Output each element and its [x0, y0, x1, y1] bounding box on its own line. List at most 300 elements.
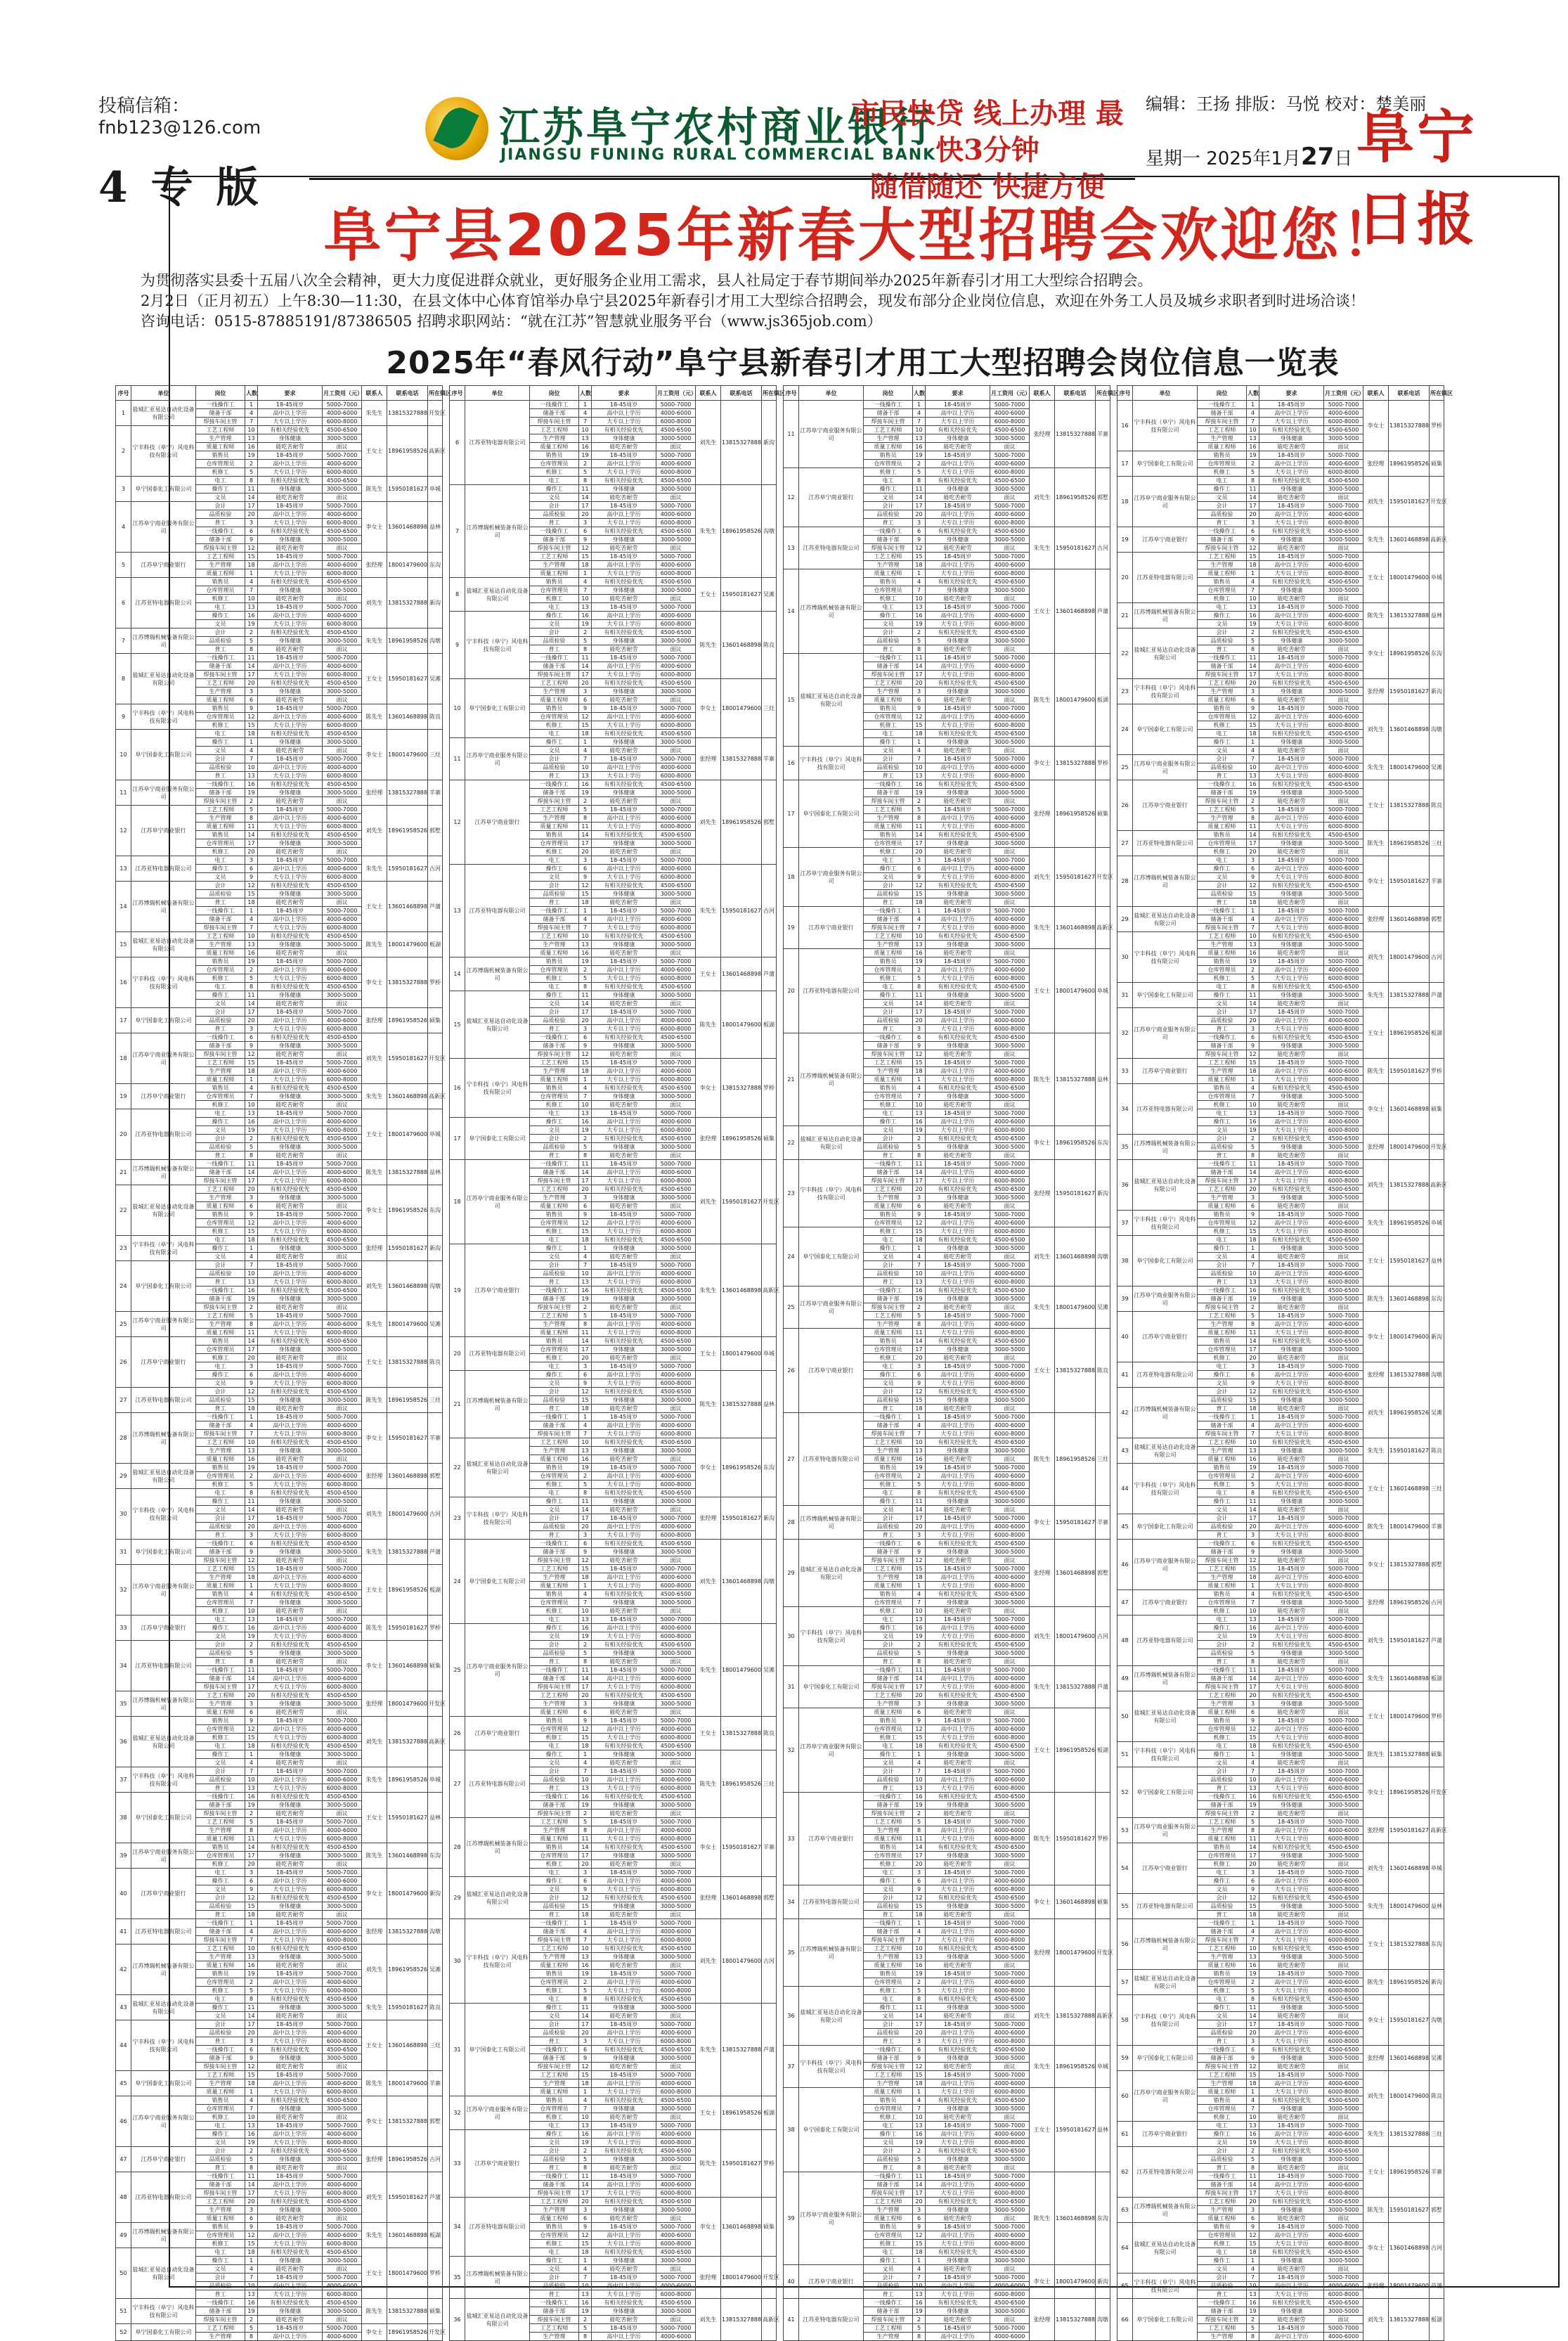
table-cell: 一线操作工	[1198, 654, 1247, 662]
table-cell: 销售员	[864, 451, 913, 460]
table-cell: 仓库管理员	[1198, 460, 1247, 468]
table-cell: 身体健康	[926, 1497, 990, 1506]
table-cell: 4000-6000	[656, 1421, 696, 1430]
table-cell: 储备干部	[530, 1928, 579, 1936]
table-cell: 13	[784, 527, 799, 569]
table-cell: 能吃苦耐劳	[926, 1303, 990, 1312]
table-cell: 48	[116, 2172, 131, 2223]
table-cell: 4500-6500	[656, 1337, 696, 1346]
table-cell: 张经理	[1030, 401, 1055, 468]
table-cell: 焊接车间主管	[1198, 1430, 1247, 1438]
table-cell: 仓库管理员	[864, 713, 913, 721]
table-cell: 焊接车间主管	[530, 1177, 579, 1185]
column-header: 所在镇区	[1430, 386, 1444, 401]
table-cell: 身体健康	[1259, 1194, 1324, 1202]
table-cell: 焊接车间主管	[864, 797, 913, 806]
table-cell: 13815327888	[1055, 1987, 1096, 2046]
table-cell: 17	[1247, 1514, 1259, 1523]
table-cell: 品质检验	[864, 1776, 913, 1784]
table-cell: 32	[784, 1708, 799, 1793]
table-cell: 4000-6000	[323, 561, 362, 569]
table-cell: 普工	[1198, 772, 1247, 780]
table-cell: 普工	[530, 1784, 579, 1793]
table-cell: 一线操作工	[530, 1160, 579, 1168]
table-cell: 销售员	[530, 2096, 579, 2105]
table-cell: 3000-5000	[990, 2004, 1030, 2012]
table-cell: 江苏阜宁商业服务有限公司	[131, 780, 196, 806]
table-cell: 20	[913, 679, 926, 688]
table-cell: 身体健康	[258, 738, 323, 747]
table-cell: 8	[913, 477, 926, 485]
table-cell: 能吃苦耐劳	[592, 747, 656, 755]
table-cell: 阜宁国泰化工有限公司	[131, 730, 196, 780]
table-cell: 15	[579, 2240, 592, 2248]
table-cell: 益林	[762, 1371, 777, 1438]
table-cell: 8	[1247, 1152, 1259, 1160]
table-cell: 5	[579, 637, 592, 645]
table-cell: 6000-8000	[323, 569, 362, 578]
table-cell: 14	[245, 662, 258, 671]
table-cell: 大专以上学历	[592, 2290, 656, 2299]
table-cell: 19	[579, 1801, 592, 1810]
table-cell: 15950181627	[1055, 1506, 1096, 1540]
table-cell: 3000-5000	[656, 890, 696, 898]
table-cell: 18-45周岁	[1259, 1312, 1324, 1320]
table-cell: 东沟	[1096, 2172, 1110, 2265]
issue-day: 27	[1300, 143, 1335, 171]
table-row	[784, 569, 1110, 578]
table-cell: 文员	[196, 1506, 245, 1514]
table-cell: 操作工	[530, 865, 579, 873]
table-cell: 销售员	[864, 1843, 913, 1852]
table-cell: 6000-8000	[1324, 1076, 1363, 1084]
table-cell: 3000-5000	[990, 434, 1030, 443]
column-header: 人数	[1247, 386, 1259, 401]
table-cell: 操作工	[864, 738, 913, 747]
table-cell: 18-45周岁	[592, 1565, 656, 1573]
table-cell: 13601468898	[1055, 1227, 1096, 1286]
table-cell: 10	[913, 1438, 926, 1447]
table-cell: 硕集	[762, 1118, 777, 1160]
table-cell: 4000-6000	[990, 2079, 1030, 2088]
table-cell: 能吃苦耐劳	[592, 1050, 656, 1059]
table-cell: 16	[1247, 1455, 1259, 1464]
table-cell: 高中以上学历	[258, 2282, 323, 2290]
table-cell: 能吃苦耐劳	[592, 1860, 656, 1869]
table-cell: 品质检验	[864, 2029, 913, 2037]
table-cell: 身体健康	[592, 2105, 656, 2113]
table-cell: 生产管理	[864, 2333, 913, 2341]
table-cell: 质量工程师	[530, 569, 579, 578]
table-cell: 江苏亚特电器有限公司	[465, 2198, 530, 2257]
table-cell: 芦蒲	[428, 882, 443, 932]
table-cell: 3000-5000	[990, 485, 1030, 494]
table-cell: 有相关经验优先	[926, 2046, 990, 2054]
table-cell: 5000-7000	[990, 2020, 1030, 2029]
table-cell: 面议	[990, 1759, 1030, 1767]
table-cell: 能吃苦耐劳	[926, 1506, 990, 1514]
table-cell: 有相关经验优先	[258, 983, 323, 991]
table-cell: 面议	[1324, 443, 1363, 451]
table-cell: 质量工程师	[864, 1329, 913, 1337]
table-cell: 4500-6500	[1324, 1540, 1363, 1548]
table-cell: 34	[450, 2198, 465, 2257]
table-cell: 储备干部	[196, 1801, 245, 1810]
table-cell: 高中以上学历	[926, 2282, 990, 2290]
table-cell: 3000-5000	[656, 991, 696, 1000]
table-cell: 4500-6500	[1324, 1286, 1363, 1295]
table-cell: 盐城汇亚易达自动化设备有限公司	[465, 1877, 530, 1919]
table-cell: 盐城汇亚易达自动化设备有限公司	[131, 1185, 196, 1236]
table-cell: 机修工	[864, 1734, 913, 1742]
table-cell: 能吃苦耐劳	[926, 1000, 990, 1008]
table-cell: 15	[913, 890, 926, 898]
table-cell: 高中以上学历	[258, 409, 323, 418]
table-cell: 8	[913, 1489, 926, 1497]
table-cell: 15	[913, 721, 926, 730]
table-cell: 15	[245, 553, 258, 561]
table-cell: 面议	[323, 494, 362, 502]
table-cell: 身体健康	[258, 2206, 323, 2214]
table-cell: 46	[116, 2096, 131, 2147]
table-cell: 能吃苦耐劳	[258, 1354, 323, 1362]
table-cell: 焊接车间主管	[196, 797, 245, 806]
table-cell: 有相关经验优先	[592, 1337, 656, 1346]
table-cell: 身体健康	[592, 536, 656, 544]
table-cell: 18-45周岁	[1259, 654, 1324, 662]
table-cell: 东沟	[762, 1438, 777, 1497]
table-cell: 5000-7000	[656, 654, 696, 662]
table-cell: 生产管理	[864, 1194, 913, 1202]
table-cell: 能吃苦耐劳	[1259, 1354, 1324, 1362]
table-cell: 13815327888	[721, 2004, 762, 2096]
table-cell: 15	[1247, 553, 1259, 561]
table-cell: 高中以上学历	[926, 2029, 990, 2037]
table-cell: 13601468898	[1055, 907, 1096, 949]
table-cell: 东沟	[1096, 1126, 1110, 1160]
table-cell: 5	[913, 1481, 926, 1489]
table-cell: 高中以上学历	[592, 1017, 656, 1025]
table-cell: 朱先生	[1363, 527, 1389, 553]
table-cell: 18-45周岁	[926, 755, 990, 763]
table-cell: 12	[579, 1725, 592, 1734]
table-cell: 面议	[990, 2214, 1030, 2223]
table-cell: 6000-8000	[990, 1531, 1030, 1540]
table-cell: 9	[913, 536, 926, 544]
table-cell: 能吃苦耐劳	[926, 544, 990, 553]
table-cell: 王女士	[362, 2248, 387, 2299]
table-cell: 18-45周岁	[1259, 401, 1324, 409]
column-header: 人数	[579, 386, 592, 401]
table-cell: 能吃苦耐劳	[926, 595, 990, 603]
table-cell: 生产管理	[864, 2206, 913, 2214]
table-cell: 普工	[864, 1025, 913, 1033]
table-cell: 4500-6500	[656, 1590, 696, 1599]
table-cell: 4000-6000	[323, 1675, 362, 1683]
table-cell: 16	[1247, 443, 1259, 451]
table-cell: 17	[579, 1514, 592, 1523]
table-cell: 面议	[656, 1202, 696, 1211]
table-cell: 王女士	[1363, 553, 1389, 603]
table-cell: 操作工	[530, 1877, 579, 1885]
table-cell: 生产管理	[530, 2079, 579, 2088]
table-cell: 身体健康	[926, 586, 990, 595]
table-cell: 品质检验	[864, 2282, 913, 2290]
table-cell: 3000-5000	[323, 738, 362, 747]
table-cell: 15	[579, 721, 592, 730]
table-cell: 大专以上学历	[926, 2088, 990, 2096]
table-cell: 高新区	[428, 1717, 443, 1767]
table-cell: 6	[245, 1033, 258, 1042]
table-cell: 有相关经验优先	[258, 1793, 323, 1801]
table-row	[116, 1843, 443, 1852]
table-cell: 3	[245, 1362, 258, 1371]
table-cell: 江苏阜宁商业银行	[131, 1337, 196, 1388]
table-cell: 仓库管理员	[1198, 1219, 1247, 1227]
table-cell: 18-45周岁	[258, 1514, 323, 1523]
table-cell: 5000-7000	[323, 603, 362, 612]
table-cell: 刘先生	[696, 1160, 721, 1244]
table-cell: 15950181627	[1055, 1793, 1096, 1885]
table-cell: 14	[913, 2012, 926, 2020]
table-row	[450, 2257, 777, 2265]
table-cell: 17	[245, 1008, 258, 1017]
table-cell: 大专以上学历	[592, 1531, 656, 1540]
table-cell: 面议	[990, 2316, 1030, 2324]
table-cell: 生产管理	[530, 1194, 579, 1202]
table-cell: 江苏博瑞机械装备有限公司	[1133, 1135, 1198, 1160]
table-cell: 18-45周岁	[258, 1717, 323, 1725]
table-cell: 面议	[656, 595, 696, 603]
table-cell: 普工	[196, 1911, 245, 1919]
table-cell: 焊接车间主管	[864, 1683, 913, 1691]
table-cell: 李女士	[696, 679, 721, 738]
table-cell: 6000-8000	[656, 1531, 696, 1540]
table-cell: 13815327888	[387, 780, 428, 806]
table-cell: 王女士	[362, 1109, 387, 1160]
table-cell: 5000-7000	[323, 704, 362, 713]
table-cell: 面议	[323, 2265, 362, 2274]
table-cell: 质量工程师	[1198, 823, 1247, 831]
table-cell: 能吃苦耐劳	[1259, 595, 1324, 603]
table-cell: 5	[245, 1987, 258, 1995]
table-cell: 三灶	[1430, 831, 1444, 856]
table-cell: 高中以上学历	[258, 1928, 323, 1936]
table-cell: 有相关经验优先	[926, 527, 990, 536]
table-cell: 9	[913, 1548, 926, 1556]
table-cell: 13815327888	[387, 1717, 428, 1767]
table-cell: 操作工	[864, 2257, 913, 2265]
table-cell: 16	[913, 780, 926, 789]
table-cell: 吴滩	[428, 1945, 443, 1995]
table-cell: 4500-6500	[656, 2096, 696, 2105]
table-cell: 9	[913, 1379, 926, 1388]
table-cell: 4500-6500	[1324, 780, 1363, 789]
table-cell: 面议	[656, 645, 696, 654]
table-cell: 19	[245, 1126, 258, 1135]
table-cell: 能吃苦耐劳	[1259, 696, 1324, 704]
table-cell: 能吃苦耐劳	[258, 1152, 323, 1160]
table-cell: 20	[245, 1691, 258, 1700]
table-cell: 11	[579, 1329, 592, 1337]
table-cell: 品质检验	[1198, 1143, 1247, 1152]
table-cell: 5000-7000	[323, 2172, 362, 2181]
table-cell: 储备干部	[864, 1801, 913, 1810]
table-cell: 大专以上学历	[592, 1227, 656, 1236]
table-cell: 身体健康	[926, 1750, 990, 1759]
table-cell: 8	[245, 477, 258, 485]
table-cell: 普工	[530, 1658, 579, 1666]
table-cell: 文员	[196, 1632, 245, 1641]
table-cell: 6000-8000	[1324, 1177, 1363, 1185]
table-cell: 18-45周岁	[592, 1160, 656, 1168]
intro-paragraph: 2月2日（正月初五）上午8:30—11:30，在县文体中心体育馆举办阜宁县2025年新春引才用工大型综合招聘会，现发布部分企业岗位信息，欢迎在外务工人员及城乡求职者到时进场洽谈！	[141, 292, 1365, 309]
table-cell: 面议	[990, 1810, 1030, 1818]
table-cell: 工艺工程师	[1198, 426, 1247, 434]
table-cell: 高中以上学历	[592, 1877, 656, 1885]
table-row	[450, 738, 777, 747]
table-cell: 17	[116, 1008, 131, 1033]
table-cell: 王女士	[1030, 949, 1055, 1033]
table-cell: 15950181627	[1389, 1236, 1430, 1286]
table-cell: 10	[913, 1101, 926, 1109]
table-cell: 5000-7000	[1324, 856, 1363, 865]
table-cell: 能吃苦耐劳	[592, 1303, 656, 1312]
table-cell: 电工	[196, 603, 245, 612]
table-cell: 身体健康	[592, 1649, 656, 1658]
table-cell: 7	[913, 1936, 926, 1945]
table-cell: 43	[116, 1995, 131, 2020]
table-cell: 大专以上学历	[258, 1278, 323, 1286]
table-cell: 4500-6500	[656, 2198, 696, 2206]
table-cell: 高中以上学历	[592, 409, 656, 418]
table-cell: 能吃苦耐劳	[926, 1101, 990, 1109]
table-cell: 文员	[530, 1253, 579, 1261]
table-cell: 18-45周岁	[1259, 1413, 1324, 1421]
table-cell: 新沟	[428, 578, 443, 628]
table-cell: 高中以上学历	[258, 1168, 323, 1177]
table-cell: 高中以上学历	[1259, 409, 1324, 418]
table-row	[116, 1717, 443, 1725]
table-cell: 10	[579, 2282, 592, 2290]
table-cell: 面议	[323, 949, 362, 957]
table-cell: 16	[784, 747, 799, 780]
table-cell: 3	[579, 2037, 592, 2046]
table-cell: 15950181627	[721, 578, 762, 612]
table-cell: 操作工	[864, 485, 913, 494]
table-cell: 15	[913, 2240, 926, 2248]
table-cell: 高中以上学历	[258, 1472, 323, 1481]
table-cell: 26	[116, 1337, 131, 1388]
table-cell: 焊接车间主管	[864, 1810, 913, 1818]
table-cell: 18-45周岁	[926, 1261, 990, 1270]
table-cell: 18-45周岁	[592, 2020, 656, 2029]
table-cell: 仓库管理员	[530, 1852, 579, 1860]
table-cell: 3000-5000	[323, 1548, 362, 1556]
table-cell: 3000-5000	[990, 1244, 1030, 1253]
table-cell: 4500-6500	[1324, 1236, 1363, 1244]
table-cell: 陈先生	[696, 1750, 721, 1818]
table-cell: 4000-6000	[656, 1168, 696, 1177]
table-cell: 17	[579, 2189, 592, 2198]
table-cell: 陈先生	[696, 991, 721, 1059]
table-cell: 面议	[990, 1152, 1030, 1160]
table-cell: 张经理	[362, 1691, 387, 1717]
table-cell: 大专以上学历	[592, 1177, 656, 1185]
table-cell: 6000-8000	[990, 1126, 1030, 1135]
table-cell: 有相关经验优先	[592, 1185, 656, 1194]
table-cell: 罗桥	[428, 1616, 443, 1641]
table-row	[116, 1464, 443, 1472]
table-cell: 刘先生	[696, 780, 721, 865]
table-cell: 江苏亚特电器有限公司	[799, 527, 864, 569]
table-cell: 工艺工程师	[864, 2324, 913, 2333]
table-cell: 4000-6000	[990, 1320, 1030, 1329]
table-cell: 4500-6500	[1324, 730, 1363, 738]
table-cell: 17	[913, 502, 926, 510]
table-cell: 能吃苦耐劳	[258, 1658, 323, 1666]
table-cell: 18-45周岁	[592, 1616, 656, 1624]
table-cell: 16	[1247, 1624, 1259, 1632]
table-cell: 13	[579, 1784, 592, 1793]
table-cell: 面议	[323, 2063, 362, 2071]
table-cell: 17	[1247, 1346, 1259, 1354]
table-cell: 生产管理	[196, 561, 245, 569]
table-cell: 13815327888	[721, 1717, 762, 1750]
table-cell: 13	[913, 1109, 926, 1118]
table-cell: 8	[913, 1826, 926, 1835]
table-cell: 身体健康	[1259, 1599, 1324, 1607]
table-cell: 14	[245, 1675, 258, 1683]
table-cell: 3000-5000	[323, 434, 362, 443]
table-cell: 3000-5000	[656, 1092, 696, 1101]
table-cell: 工艺工程师	[196, 553, 245, 561]
table-cell: 18-45周岁	[592, 2071, 656, 2079]
table-cell: 有相关经验优先	[592, 1742, 656, 1750]
table-cell: 面议	[323, 2012, 362, 2020]
table-cell: 6000-8000	[656, 974, 696, 983]
table-cell: 11	[579, 1835, 592, 1843]
table-cell: 13	[579, 1447, 592, 1455]
table-cell: 大专以上学历	[258, 569, 323, 578]
table-cell: 销售员	[196, 1211, 245, 1219]
table-cell: 4500-6500	[1324, 1388, 1363, 1396]
table-cell: 普工	[1198, 1025, 1247, 1033]
table-cell: 14	[913, 1000, 926, 1008]
table-cell: 1	[913, 907, 926, 915]
table-cell: 身体健康	[258, 1042, 323, 1050]
table-cell: 刘先生	[696, 1540, 721, 1624]
table-cell: 身体健康	[592, 1953, 656, 1961]
table-cell: 焊接车间主管	[1198, 1177, 1247, 1185]
listing-column	[115, 385, 451, 2340]
table-cell: 有相关经验优先	[592, 1995, 656, 2004]
table-cell: 陈先生	[696, 612, 721, 679]
table-cell: 4000-6000	[990, 763, 1030, 772]
table-cell: 8	[913, 1320, 926, 1329]
table-cell: 大专以上学历	[926, 2189, 990, 2198]
table-cell: 阜宁国泰化工有限公司	[465, 1540, 530, 1624]
table-cell: 一线操作工	[530, 907, 579, 915]
table-cell: 大专以上学历	[926, 1835, 990, 1843]
table-cell: 大专以上学历	[592, 1278, 656, 1286]
table-cell: 6000-8000	[323, 721, 362, 730]
table-cell: 普工	[864, 2037, 913, 2046]
table-cell: 身体健康	[926, 789, 990, 797]
table-cell: 5000-7000	[656, 1413, 696, 1421]
table-cell: 20	[579, 510, 592, 519]
table-cell: 文员	[1198, 620, 1247, 628]
